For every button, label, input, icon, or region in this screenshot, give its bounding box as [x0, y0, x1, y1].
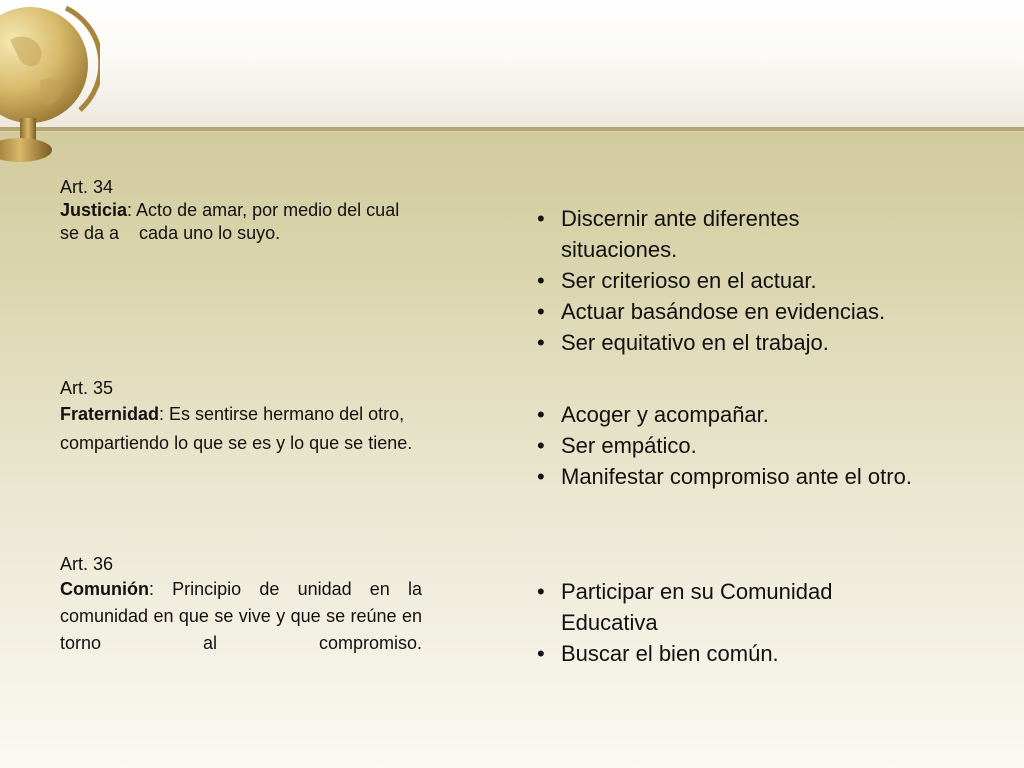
article-35-actions [537, 399, 977, 492]
list-item: • Acoger y acompañar. [537, 399, 977, 430]
article-number: Art. 36 [60, 554, 114, 574]
globe-icon [0, 0, 100, 170]
list-item: • Participar en su Comunidad Educativa [537, 576, 891, 638]
header-band [0, 0, 1024, 128]
article-number: Art. 35 [60, 378, 114, 398]
header-rule [0, 127, 1024, 132]
article-term: Justicia [60, 200, 128, 220]
article-term: Comunión [60, 579, 149, 599]
list-item: • Manifestar compromiso ante el otro. [537, 461, 921, 492]
article-number: Art. 34 [60, 177, 114, 197]
article-36 [60, 553, 422, 684]
list-item: • Ser empático. [537, 430, 977, 461]
list-item: • Ser criterioso en el actuar. [537, 265, 977, 296]
article-34 [60, 176, 422, 245]
article-definition: : Acto de amar, por medio del cual se da a cada uno lo suyo. [60, 200, 405, 243]
list-item: • Actuar basándose en evidencias. [537, 296, 977, 327]
article-term: Fraternidad [60, 404, 160, 424]
article-36-actions [537, 576, 977, 669]
list-item: • Buscar el bien común. [537, 638, 977, 669]
list-item: • Ser equitativo en el trabajo. [537, 327, 977, 358]
article-definition: : Principio de unidad en la comunidad en que se vive y que se reúne en torno al compromiso. [60, 579, 422, 653]
article-35 [60, 377, 422, 458]
list-item: • Discernir ante diferentes situaciones. [537, 203, 861, 265]
article-34-actions [537, 203, 977, 358]
article-definition: : Es sentirse hermano del otro, compartiendo lo que se es y lo que se tiene. [60, 404, 413, 453]
